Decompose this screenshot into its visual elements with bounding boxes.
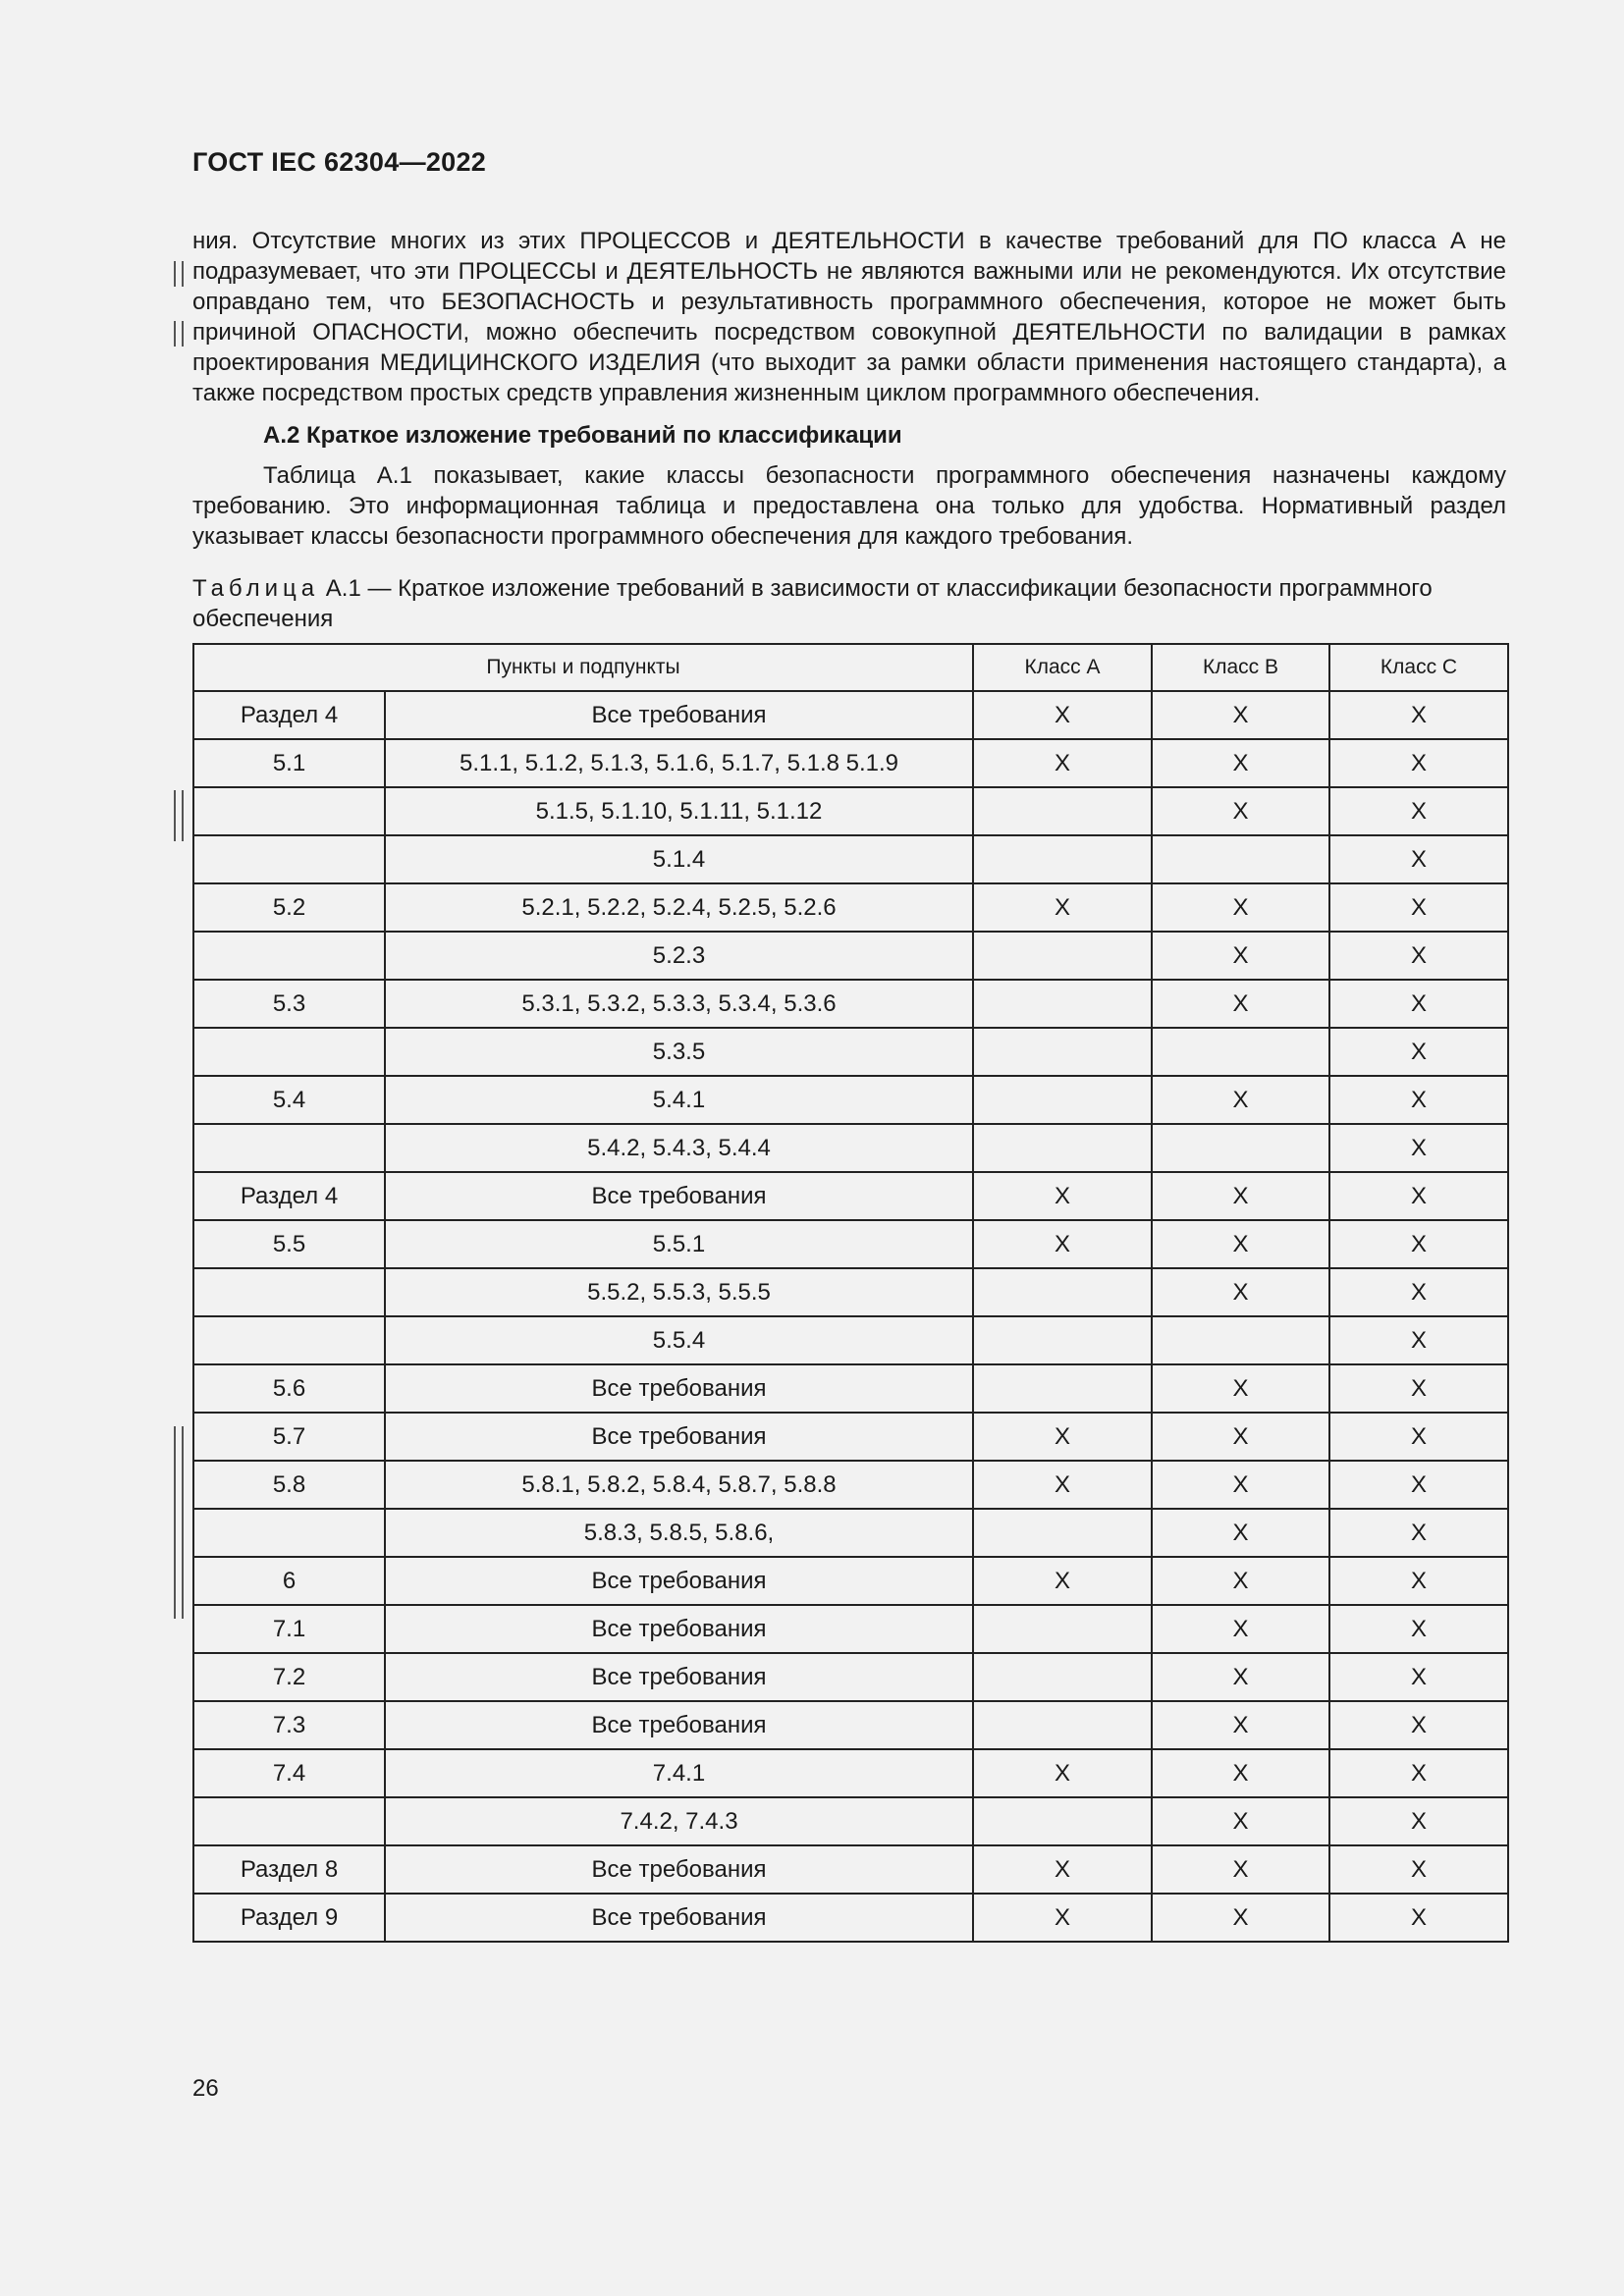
page-number: 26 <box>192 2075 219 2102</box>
cell-class-b: X <box>1152 1220 1329 1268</box>
table-row <box>193 883 1508 932</box>
cell-items: 5.8.1, 5.8.2, 5.8.4, 5.8.7, 5.8.8 <box>385 1461 973 1509</box>
table-row <box>193 1220 1508 1268</box>
cell-class-b: X <box>1152 1364 1329 1413</box>
header-class-a: Класс А <box>973 644 1152 691</box>
cell-items: 5.1.5, 5.1.10, 5.1.11, 5.1.12 <box>385 787 973 835</box>
change-bar-mark <box>174 321 184 347</box>
cell-items: Все требования <box>385 1845 973 1894</box>
cell-items: 7.4.2, 7.4.3 <box>385 1797 973 1845</box>
cell-section: 5.8 <box>193 1461 385 1509</box>
table-row <box>193 1653 1508 1701</box>
cell-items: 5.4.2, 5.4.3, 5.4.4 <box>385 1124 973 1172</box>
cell-class-b: X <box>1152 1557 1329 1605</box>
cell-section <box>193 1124 385 1172</box>
cell-items: 7.4.1 <box>385 1749 973 1797</box>
document-header-title: ГОСТ IEC 62304—2022 <box>192 147 487 177</box>
cell-section: 5.3 <box>193 980 385 1028</box>
cell-class-c: X <box>1329 1557 1508 1605</box>
cell-class-c: X <box>1329 1797 1508 1845</box>
cell-class-a: X <box>973 1461 1152 1509</box>
cell-class-b: X <box>1152 1605 1329 1653</box>
cell-class-a: X <box>973 1172 1152 1220</box>
cell-class-c: X <box>1329 1605 1508 1653</box>
cell-class-b <box>1152 1028 1329 1076</box>
table-row <box>193 1413 1508 1461</box>
cell-class-c: X <box>1329 1749 1508 1797</box>
cell-items: 5.5.1 <box>385 1220 973 1268</box>
table-row <box>193 1461 1508 1509</box>
table-row <box>193 1557 1508 1605</box>
cell-section: Раздел 8 <box>193 1845 385 1894</box>
cell-items: Все требования <box>385 1557 973 1605</box>
cell-class-b <box>1152 1124 1329 1172</box>
requirements-table <box>192 643 1509 1943</box>
table-row <box>193 1509 1508 1557</box>
cell-class-c: X <box>1329 739 1508 787</box>
cell-items: 5.5.4 <box>385 1316 973 1364</box>
table-row <box>193 1028 1508 1076</box>
table-row <box>193 1701 1508 1749</box>
cell-class-a <box>973 1076 1152 1124</box>
cell-class-a: X <box>973 1220 1152 1268</box>
cell-class-a <box>973 1028 1152 1076</box>
table-header-row <box>193 644 1508 691</box>
cell-class-b: X <box>1152 1076 1329 1124</box>
cell-section: 5.4 <box>193 1076 385 1124</box>
cell-section: 5.6 <box>193 1364 385 1413</box>
table-row <box>193 980 1508 1028</box>
cell-items: Все требования <box>385 691 973 739</box>
cell-class-c: X <box>1329 1220 1508 1268</box>
cell-section: 6 <box>193 1557 385 1605</box>
table-row <box>193 1268 1508 1316</box>
table-caption-prefix: Таблица <box>192 575 320 602</box>
cell-items: 5.4.1 <box>385 1076 973 1124</box>
cell-section <box>193 932 385 980</box>
cell-items: Все требования <box>385 1894 973 1942</box>
cell-class-a <box>973 1509 1152 1557</box>
table-row <box>193 1172 1508 1220</box>
table-row <box>193 1076 1508 1124</box>
cell-class-c: X <box>1329 932 1508 980</box>
cell-items: Все требования <box>385 1605 973 1653</box>
intro-paragraph <box>192 226 1506 408</box>
header-clauses: Пункты и подпункты <box>193 644 973 691</box>
cell-section: Раздел 9 <box>193 1894 385 1942</box>
cell-section <box>193 787 385 835</box>
table-row <box>193 1124 1508 1172</box>
cell-class-c: X <box>1329 1413 1508 1461</box>
cell-class-b: X <box>1152 1797 1329 1845</box>
cell-class-c: X <box>1329 1653 1508 1701</box>
cell-class-b: X <box>1152 1845 1329 1894</box>
cell-class-b: X <box>1152 1268 1329 1316</box>
cell-section <box>193 1028 385 1076</box>
cell-items: Все требования <box>385 1172 973 1220</box>
cell-section <box>193 1268 385 1316</box>
cell-class-a: X <box>973 739 1152 787</box>
table-row <box>193 1894 1508 1942</box>
cell-class-b: X <box>1152 980 1329 1028</box>
cell-items: 5.3.5 <box>385 1028 973 1076</box>
cell-class-c: X <box>1329 1316 1508 1364</box>
cell-class-a <box>973 980 1152 1028</box>
cell-class-b <box>1152 835 1329 883</box>
cell-class-c: X <box>1329 1509 1508 1557</box>
table-row <box>193 932 1508 980</box>
cell-class-c: X <box>1329 787 1508 835</box>
cell-class-a <box>973 1653 1152 1701</box>
table-row <box>193 1364 1508 1413</box>
cell-class-c: X <box>1329 691 1508 739</box>
cell-class-b: X <box>1152 932 1329 980</box>
cell-class-a <box>973 932 1152 980</box>
cell-class-b: X <box>1152 1701 1329 1749</box>
table-row <box>193 835 1508 883</box>
table-row <box>193 1605 1508 1653</box>
cell-class-b: X <box>1152 1172 1329 1220</box>
cell-class-a <box>973 1268 1152 1316</box>
cell-class-b: X <box>1152 883 1329 932</box>
cell-items: Все требования <box>385 1653 973 1701</box>
cell-class-c: X <box>1329 1076 1508 1124</box>
cell-items: 5.1.1, 5.1.2, 5.1.3, 5.1.6, 5.1.7, 5.1.8 5.1.9 <box>385 739 973 787</box>
cell-section: 7.4 <box>193 1749 385 1797</box>
cell-class-b: X <box>1152 1413 1329 1461</box>
table-row <box>193 1845 1508 1894</box>
cell-class-b: X <box>1152 691 1329 739</box>
cell-section: 5.5 <box>193 1220 385 1268</box>
cell-class-b: X <box>1152 787 1329 835</box>
cell-class-c: X <box>1329 1172 1508 1220</box>
cell-class-c: X <box>1329 1845 1508 1894</box>
cell-items: Все требования <box>385 1364 973 1413</box>
cell-section <box>193 835 385 883</box>
cell-section: 5.7 <box>193 1413 385 1461</box>
cell-section: 5.2 <box>193 883 385 932</box>
change-bar-mark <box>174 261 184 287</box>
section-heading: А.2 Краткое изложение требований по классификации <box>263 422 902 449</box>
cell-class-c: X <box>1329 835 1508 883</box>
cell-section <box>193 1797 385 1845</box>
table-row <box>193 787 1508 835</box>
table-row <box>193 1316 1508 1364</box>
header-class-b: Класс В <box>1152 644 1329 691</box>
cell-class-a <box>973 1316 1152 1364</box>
cell-class-b: X <box>1152 1509 1329 1557</box>
cell-class-a <box>973 1605 1152 1653</box>
cell-class-a: X <box>973 1894 1152 1942</box>
cell-class-c: X <box>1329 1028 1508 1076</box>
cell-items: 5.3.1, 5.3.2, 5.3.3, 5.3.4, 5.3.6 <box>385 980 973 1028</box>
cell-class-a: X <box>973 1413 1152 1461</box>
cell-items: 5.8.3, 5.8.5, 5.8.6, <box>385 1509 973 1557</box>
cell-class-b: X <box>1152 1653 1329 1701</box>
cell-section: 5.1 <box>193 739 385 787</box>
table-row <box>193 691 1508 739</box>
cell-class-a: X <box>973 691 1152 739</box>
change-bar-mark <box>174 1426 184 1619</box>
table-caption-text: А.1 — Краткое изложение требований в зависимости от классификации безопасности программного обеспечения <box>192 575 1433 632</box>
cell-class-a: X <box>973 1845 1152 1894</box>
cell-section: 7.2 <box>193 1653 385 1701</box>
cell-class-b: X <box>1152 1749 1329 1797</box>
cell-class-c: X <box>1329 1268 1508 1316</box>
intro-paragraph-text: ния. Отсутствие многих из этих ПРОЦЕССОВ и ДЕЯТЕЛЬНОСТИ в качестве требований для ПО класса А не подразумевает, что эти ПРОЦЕССЫ и ДЕЯТЕЛЬНОСТЬ не являются важными или не рекомендуются. Их отсутствие оправдано тем, что БЕЗОПАСНОСТЬ и результативность программного обеспечения, которое не может быть причиной ОПАСНОСТИ, можно обеспечить посредством совокупной ДЕЯТЕЛЬНОСТИ по валидации в рамках проектирования МЕДИЦИНСКОГО ИЗДЕЛИЯ (что выходит за рамки области применения настоящего стандарта), а также посредством простых средств управления жизненным циклом программного обеспечения. <box>192 228 1506 406</box>
cell-class-c: X <box>1329 980 1508 1028</box>
table-caption <box>192 573 1506 634</box>
cell-class-a <box>973 1797 1152 1845</box>
cell-class-b <box>1152 1316 1329 1364</box>
cell-section: 7.1 <box>193 1605 385 1653</box>
cell-class-a <box>973 835 1152 883</box>
table-row <box>193 1797 1508 1845</box>
cell-class-b: X <box>1152 1894 1329 1942</box>
cell-section <box>193 1509 385 1557</box>
cell-section: 7.3 <box>193 1701 385 1749</box>
cell-class-a: X <box>973 1557 1152 1605</box>
section-paragraph-text: Таблица А.1 показывает, какие классы безопасности программного обеспечения назначены каждому требованию. Это информационная таблица и предоставлена она только для удобства. Нормативный раздел указывает классы безопасности программного обеспечения для каждого требования. <box>192 462 1506 550</box>
cell-section <box>193 1316 385 1364</box>
cell-class-b: X <box>1152 739 1329 787</box>
cell-items: Все требования <box>385 1413 973 1461</box>
cell-class-c: X <box>1329 1894 1508 1942</box>
cell-items: 5.1.4 <box>385 835 973 883</box>
change-bar-mark <box>174 790 184 841</box>
cell-class-c: X <box>1329 1461 1508 1509</box>
cell-class-a <box>973 1364 1152 1413</box>
cell-section: Раздел 4 <box>193 1172 385 1220</box>
cell-section: Раздел 4 <box>193 691 385 739</box>
cell-class-a <box>973 1124 1152 1172</box>
table-row <box>193 739 1508 787</box>
header-class-c: Класс С <box>1329 644 1508 691</box>
cell-items: 5.2.3 <box>385 932 973 980</box>
cell-class-c: X <box>1329 1364 1508 1413</box>
cell-class-b: X <box>1152 1461 1329 1509</box>
cell-class-a <box>973 787 1152 835</box>
cell-items: Все требования <box>385 1701 973 1749</box>
table-body <box>193 691 1508 1942</box>
cell-items: 5.2.1, 5.2.2, 5.2.4, 5.2.5, 5.2.6 <box>385 883 973 932</box>
section-paragraph <box>192 460 1506 552</box>
cell-class-c: X <box>1329 1124 1508 1172</box>
cell-items: 5.5.2, 5.5.3, 5.5.5 <box>385 1268 973 1316</box>
cell-class-a: X <box>973 883 1152 932</box>
cell-class-c: X <box>1329 1701 1508 1749</box>
cell-class-a: X <box>973 1749 1152 1797</box>
table-row <box>193 1749 1508 1797</box>
cell-class-a <box>973 1701 1152 1749</box>
cell-class-c: X <box>1329 883 1508 932</box>
